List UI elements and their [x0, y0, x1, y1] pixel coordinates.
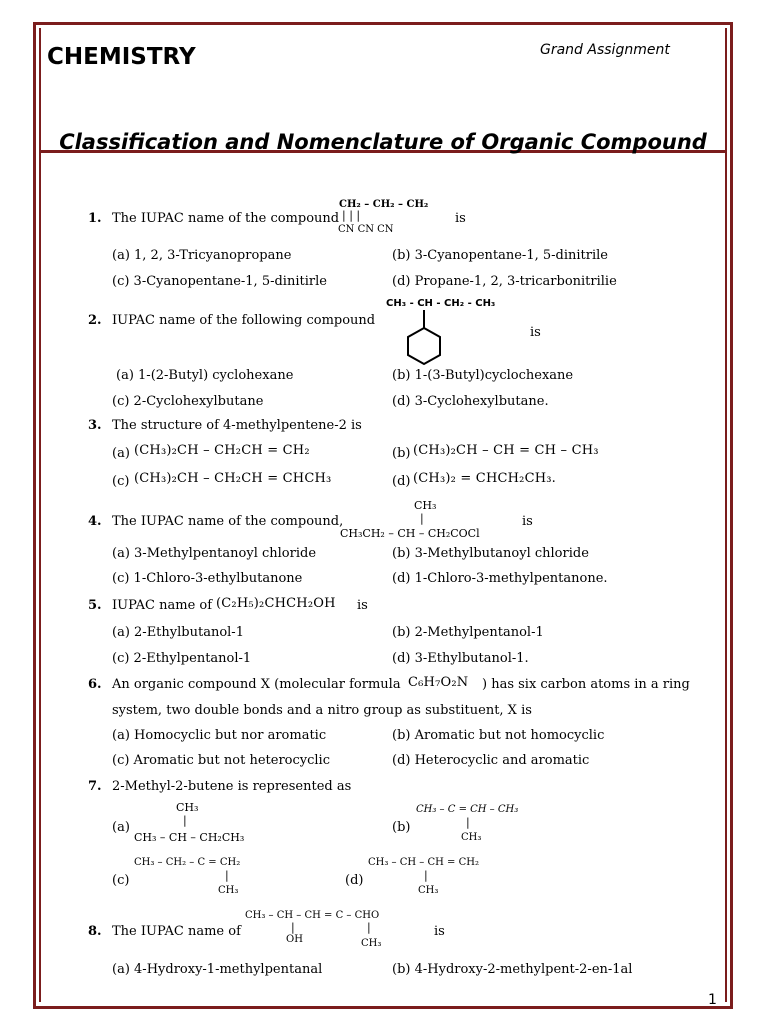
- structure-bottom: CH₃CH₂ – CH – CH₂COCl: [340, 527, 480, 540]
- question-stem-line2: system, two double bonds and a nitro group as substituent, X is: [112, 703, 532, 718]
- option-c: (c) 2-Cyclohexylbutane: [112, 394, 264, 409]
- structure-top: CH₃ – CH – CH = C – CHO: [245, 910, 380, 921]
- structure-bottom: CH₃: [461, 832, 482, 843]
- question-stem: An organic compound X (molecular formula: [112, 677, 401, 692]
- page-number: 1: [708, 992, 717, 1008]
- question-stem: IUPAC name of: [112, 598, 213, 613]
- question-tail: is: [357, 598, 368, 613]
- structure-oh: OH: [286, 934, 303, 945]
- cyclohexane-ring: [400, 310, 448, 368]
- option-a-label: (a): [112, 820, 130, 835]
- question-number: 6.: [88, 677, 102, 692]
- question-number: 5.: [88, 598, 102, 613]
- option-b: (b) 1-(3-Butyl)cyclochexane: [392, 368, 574, 383]
- option-a: (a) 4-Hydroxy-1-methylpentanal: [112, 962, 323, 977]
- question-stem: The structure of 4-methylpentene-2 is: [112, 418, 362, 433]
- structure-bottom: CH₃: [418, 885, 439, 896]
- structure-top: CH₃: [176, 801, 199, 814]
- option-c-label: (c): [112, 474, 130, 489]
- subject-heading: CHEMISTRY: [47, 44, 196, 70]
- option-d: (d) Propane-1, 2, 3-tricarbonitrilie: [392, 274, 617, 289]
- structure-bond: |: [424, 869, 428, 882]
- structure-top: CH₃: [414, 499, 437, 512]
- page-border-right: [725, 28, 727, 1002]
- option-c: (c) Aromatic but not heterocyclic: [112, 753, 330, 768]
- page-border-left: [39, 28, 41, 1002]
- question-stem: The IUPAC name of the compound,: [112, 514, 344, 529]
- structure-bond: |: [225, 869, 229, 882]
- option-a: (a) 1-(2-Butyl) cyclohexane: [116, 368, 294, 383]
- question-stem: 2-Methyl-2-butene is represented as: [112, 779, 352, 794]
- question-number: 8.: [88, 924, 102, 939]
- option-a: (CH₃)₂CH – CH₂CH = CH₂: [134, 443, 310, 458]
- question-number: 1.: [88, 211, 102, 226]
- option-d: (d) 3-Cyclohexylbutane.: [392, 394, 549, 409]
- question-number: 3.: [88, 418, 102, 433]
- option-b-label: (b): [392, 446, 411, 461]
- option-d: (d) 3-Ethylbutanol-1.: [392, 651, 529, 666]
- question-stem: The IUPAC name of: [112, 924, 241, 939]
- question-tail: is: [530, 325, 541, 340]
- option-b: (CH₃)₂CH – CH = CH – CH₃: [413, 443, 599, 458]
- question-stem-cont: ) has six carbon atoms in a ring: [482, 677, 690, 692]
- option-c: (c) 1-Chloro-3-ethylbutanone: [112, 571, 303, 586]
- option-c: (CH₃)₂CH – CH₂CH = CHCH₃: [134, 471, 332, 486]
- structure-bond: |: [420, 512, 424, 525]
- structure-top: CH₃ – C = CH – CH₃: [416, 804, 519, 815]
- option-b: (b) 4-Hydroxy-2-methylpent-2-en-1al: [392, 962, 633, 977]
- structure-bottom: CH₃ – CH – CH₂CH₃: [134, 831, 245, 844]
- structure-bottom: CN CN CN: [338, 224, 394, 235]
- structure-top: CH₃ - CH - CH₂ - CH₃: [386, 298, 496, 309]
- structure-ch3: CH₃: [361, 938, 382, 949]
- question-tail: is: [455, 211, 466, 226]
- option-d: (d) Heterocyclic and aromatic: [392, 753, 590, 768]
- option-d-label: (d): [392, 474, 411, 489]
- option-a-label: (a): [112, 446, 130, 461]
- question-number: 2.: [88, 313, 102, 328]
- option-b: (b) Aromatic but not homocyclic: [392, 728, 605, 743]
- structure-bottom: CH₃: [218, 885, 239, 896]
- option-d: (d) 1-Chloro-3-methylpentanone.: [392, 571, 608, 586]
- structure-top: CH₂ – CH₂ – CH₂: [339, 199, 429, 210]
- page-title: Classification and Nomenclature of Organic Compound: [59, 130, 707, 154]
- option-b-label: (b): [392, 820, 411, 835]
- option-b: (b) 2-Methylpentanol-1: [392, 625, 544, 640]
- formula: (C₂H₅)₂CHCH₂OH: [216, 596, 336, 611]
- option-a: (a) 1, 2, 3-Tricyanopropane: [112, 248, 292, 263]
- option-c-label: (c): [112, 873, 130, 888]
- question-number: 4.: [88, 514, 102, 529]
- formula: C₆H₇O₂N: [408, 675, 469, 690]
- question-stem: The IUPAC name of the compound: [112, 211, 340, 226]
- structure-top: CH₃ – CH₂ – C = CH₂: [134, 857, 241, 868]
- assignment-tag: Grand Assignment: [540, 42, 670, 58]
- structure-bond: |: [183, 814, 187, 827]
- question-stem: IUPAC name of the following compound: [112, 313, 376, 328]
- question-number: 7.: [88, 779, 102, 794]
- option-c: (c) 3-Cyanopentane-1, 5-dinitirle: [112, 274, 327, 289]
- structure-top: CH₃ – CH – CH = CH₂: [368, 857, 479, 868]
- structure-bond: |: [367, 921, 371, 934]
- question-tail: is: [434, 924, 445, 939]
- option-d-label: (d): [345, 873, 364, 888]
- option-b: (b) 3-Methylbutanoyl chloride: [392, 546, 589, 561]
- option-a: (a) Homocyclic but nor aromatic: [112, 728, 327, 743]
- option-b: (b) 3-Cyanopentane-1, 5-dinitrile: [392, 248, 608, 263]
- option-d: (CH₃)₂ = CHCH₂CH₃.: [413, 471, 557, 486]
- option-a: (a) 2-Ethylbutanol-1: [112, 625, 244, 640]
- option-c: (c) 2-Ethylpentanol-1: [112, 651, 252, 666]
- structure-bonds: | | |: [342, 209, 361, 222]
- structure-bond: |: [466, 816, 470, 829]
- structure-bond: |: [291, 921, 295, 934]
- question-tail: is: [522, 514, 533, 529]
- option-a: (a) 3-Methylpentanoyl chloride: [112, 546, 317, 561]
